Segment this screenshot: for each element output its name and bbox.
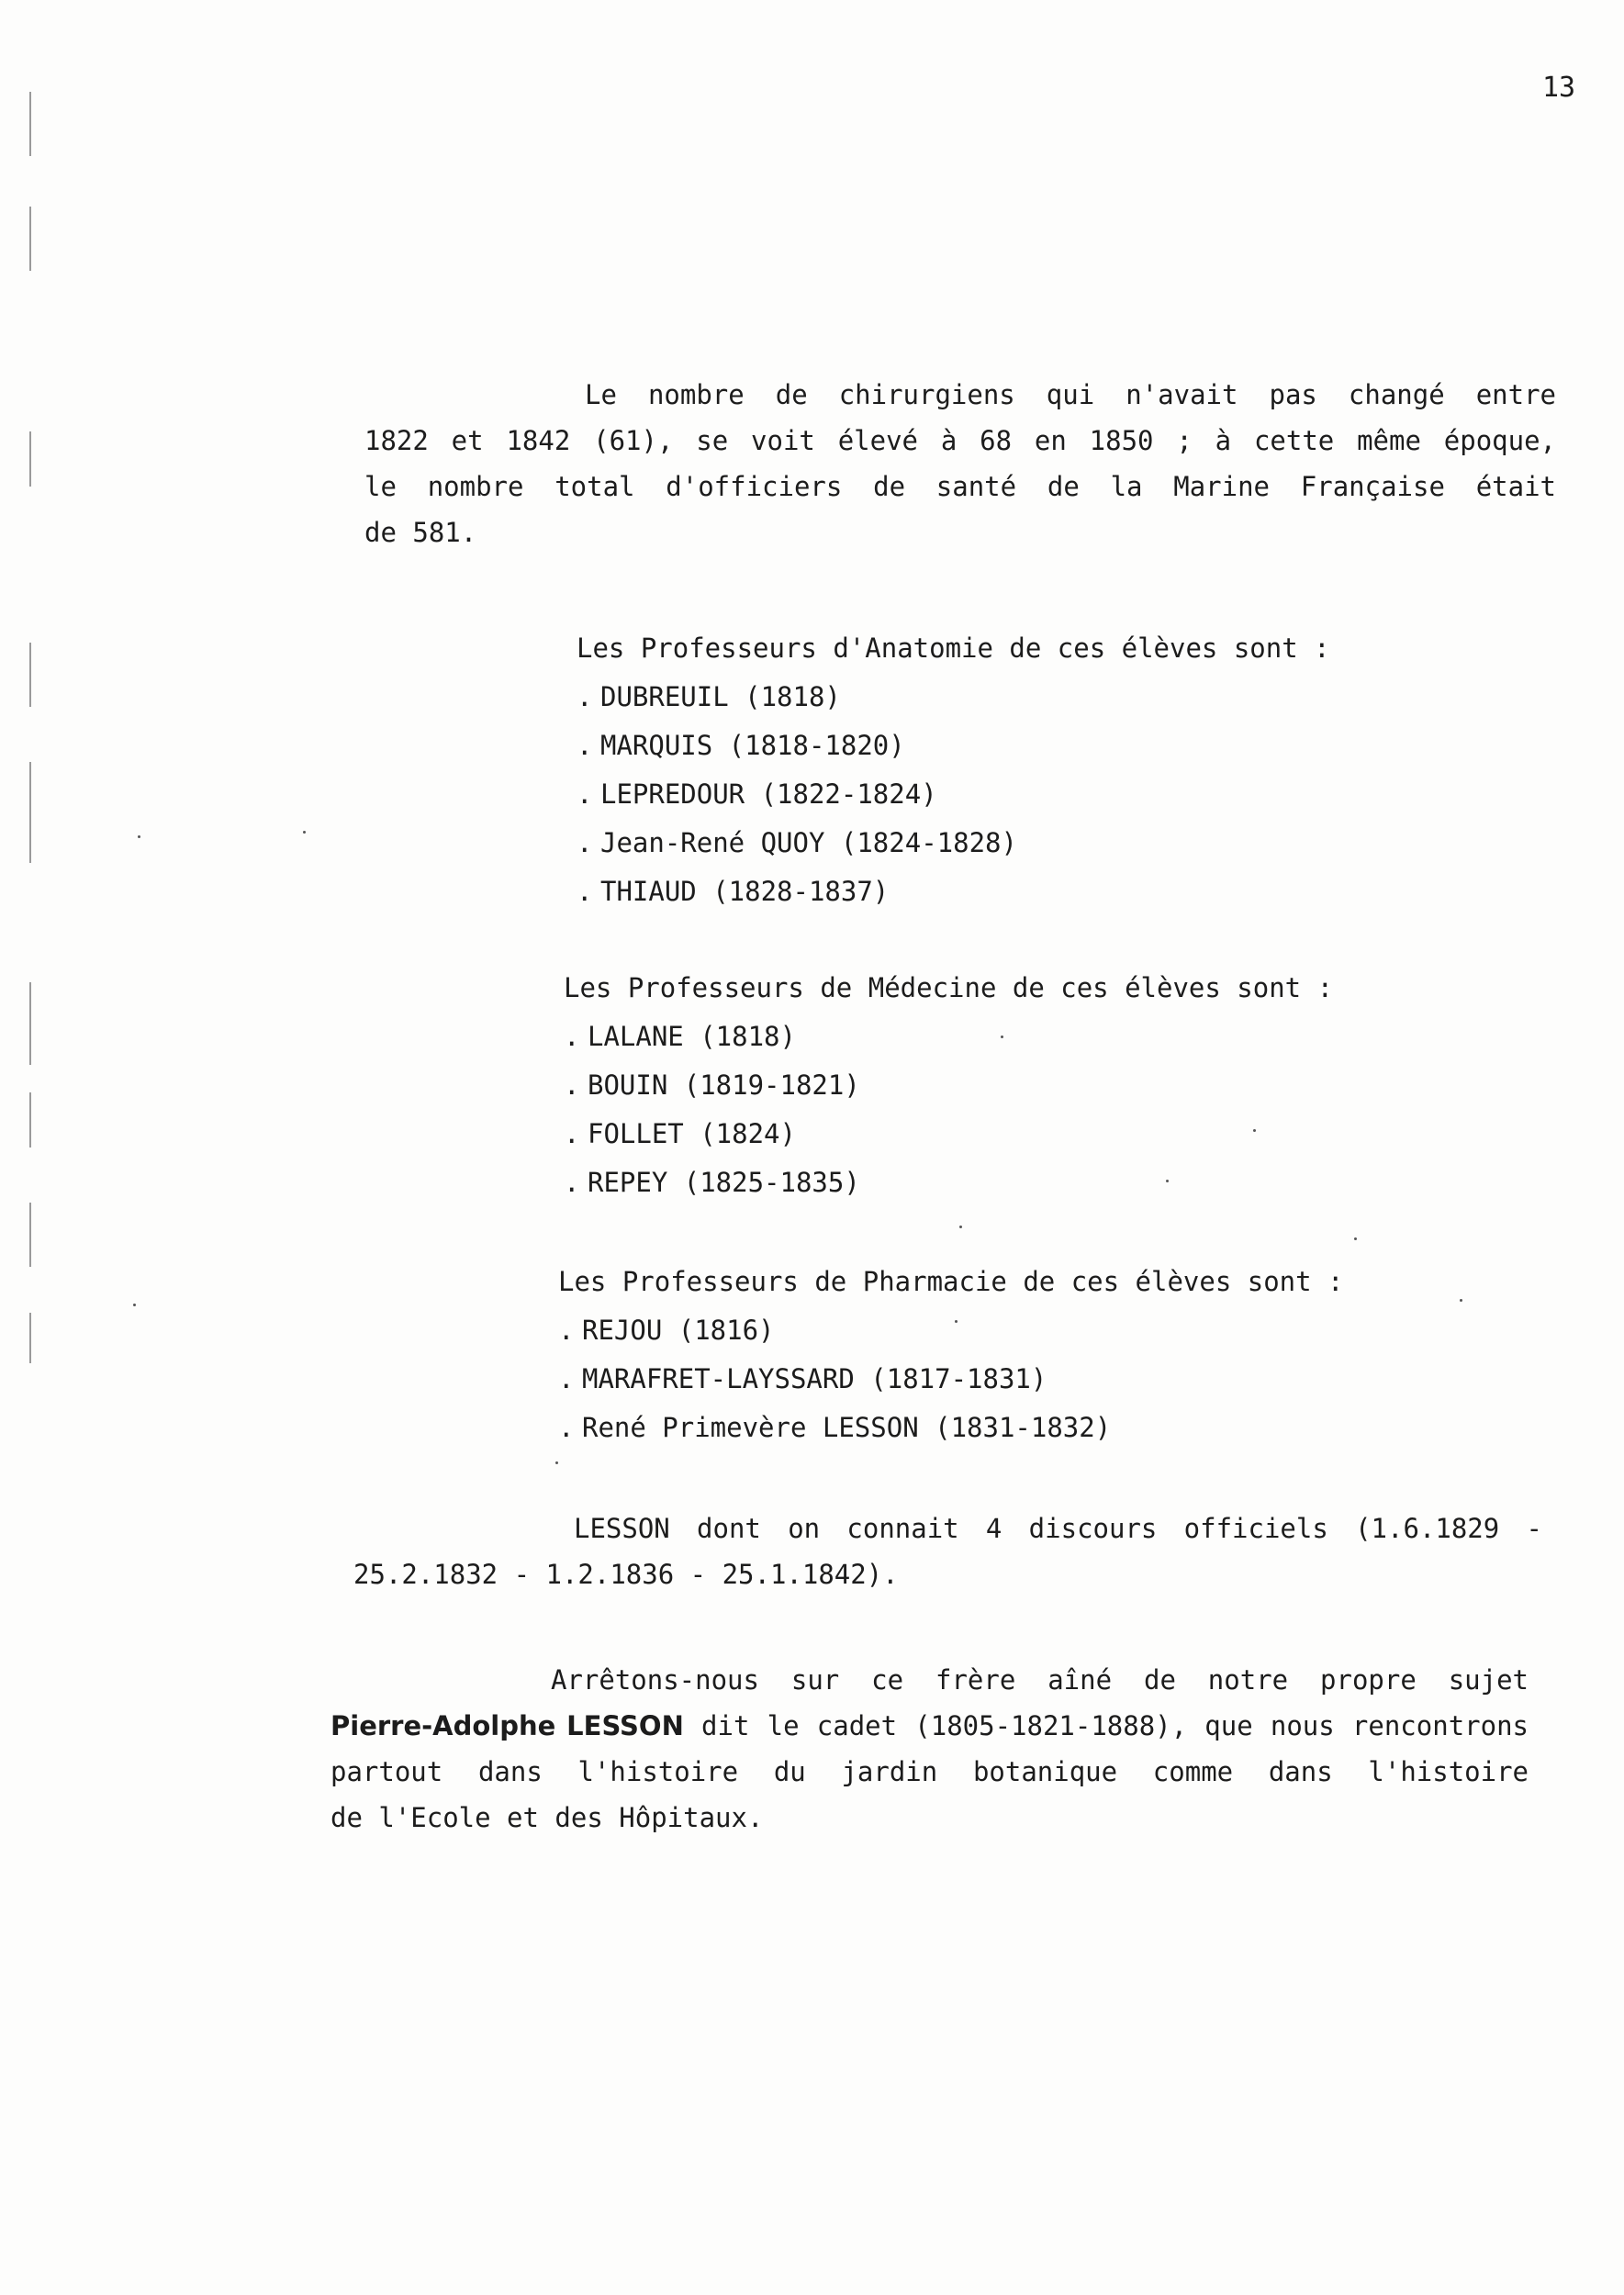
list-item [564,1110,1333,1159]
intro-line: de 581. [364,517,477,548]
list-item [564,1159,1333,1207]
intro-line: 1822 et 1842 (61), se voit élevé à 68 en 1850 ; à cette même époque, [364,425,1556,456]
intro-line: le nombre total d'officiers de santé de la Marine Française était [364,471,1556,502]
margin-mark [29,431,31,487]
list-item [577,770,1330,819]
bullet: . [564,1167,580,1198]
margin-mark [29,1203,31,1267]
list-item-text: DUBREUIL (1818) [600,681,841,712]
list-item-text: FOLLET (1824) [588,1118,796,1149]
list-item-text: REPEY (1825-1835) [588,1167,860,1198]
speck [1354,1237,1357,1240]
intro-line: Le nombre de chirurgiens qui n'avait pas changé entre [585,379,1556,410]
bullet: . [558,1412,575,1443]
margin-mark [29,1313,31,1363]
speck [555,1461,558,1464]
bullet: . [564,1069,580,1101]
intro-paragraph [364,372,1556,555]
final-line [330,1703,1529,1749]
margin-mark [29,92,31,156]
lesson-line: 25.2.1832 - 1.2.1836 - 25.1.1842). [353,1559,899,1590]
list-item-text: René Primevère LESSON (1831-1832) [582,1412,1112,1443]
medecine-section [564,964,1333,1207]
bullet: . [577,778,593,810]
bullet: . [564,1021,580,1052]
person-name: Pierre-Adolphe LESSON [330,1710,684,1741]
list-item [577,868,1330,916]
list-item [564,1061,1333,1110]
lesson-paragraph [353,1506,1542,1597]
list-item-text: BOUIN (1819-1821) [588,1069,860,1101]
list-item [558,1355,1344,1404]
list-item [577,722,1330,770]
list-item-text: THIAUD (1828-1837) [600,876,890,907]
list-item-text: LEPREDOUR (1822-1824) [600,778,937,810]
margin-mark [29,762,31,863]
bullet: . [577,876,593,907]
final-paragraph [330,1657,1529,1841]
pharmacie-title: Les Professeurs de Pharmacie de ces élèves sont : [558,1266,1344,1297]
margin-mark [29,1092,31,1148]
list-item-text: MARAFRET-LAYSSARD (1817-1831) [582,1363,1047,1394]
speck [133,1304,136,1306]
list-item [577,819,1330,868]
bullet: . [558,1315,575,1346]
final-line-text: dit le cadet (1805-1821-1888), que nous rencontrons [683,1710,1529,1741]
list-item [558,1306,1344,1355]
margin-mark [29,207,31,271]
page-number: 13 [1542,72,1576,104]
final-line: partout dans l'histoire du jardin botanique comme dans l'histoire [330,1756,1529,1787]
bullet: . [577,827,593,858]
final-line: de l'Ecole et des Hôpitaux. [330,1802,764,1833]
speck [1460,1299,1462,1302]
list-item [564,1013,1333,1061]
bullet: . [577,730,593,761]
bullet: . [577,681,593,712]
bullet: . [564,1118,580,1149]
margin-mark [29,982,31,1065]
list-item-text: LALANE (1818) [588,1021,796,1052]
pharmacie-section [558,1258,1344,1452]
list-item-text: REJOU (1816) [582,1315,775,1346]
list-item [558,1404,1344,1452]
anatomie-section [577,624,1330,916]
list-item-text: MARQUIS (1818-1820) [600,730,905,761]
speck [138,835,140,838]
list-item [577,673,1330,722]
speck [959,1226,962,1228]
lesson-line: LESSON dont on connait 4 discours officiels (1.6.1829 - [574,1513,1542,1544]
bullet: . [558,1363,575,1394]
anatomie-title: Les Professeurs d'Anatomie de ces élèves sont : [577,633,1330,664]
margin-mark [29,643,31,707]
medecine-title: Les Professeurs de Médecine de ces élèves sont : [564,972,1334,1003]
speck [303,831,306,834]
final-line: Arrêtons-nous sur ce frère aîné de notre propre sujet [551,1664,1529,1696]
list-item-text: Jean-René QUOY (1824-1828) [600,827,1017,858]
